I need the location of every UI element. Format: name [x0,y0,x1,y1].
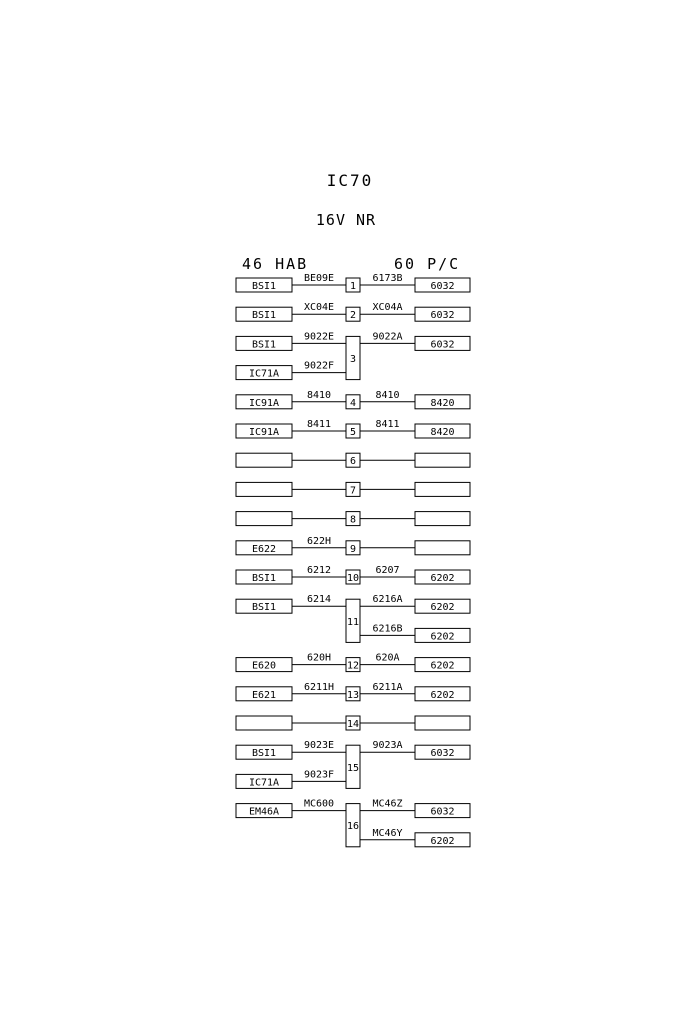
pin-number: 10 [346,573,360,584]
pin-number: 12 [346,660,360,672]
right-wire-label: XC04A [372,302,403,314]
right-terminal-label: 6202 [430,631,455,643]
pin-number: 13 [346,689,360,701]
left-wire-label: BE09E [303,273,335,284]
left-wire-label: MC600 [303,798,335,810]
right-terminal-box [415,453,470,467]
pin-number: 11 [346,616,360,628]
left-terminal-box [236,716,292,730]
left-terminal-box [236,512,292,526]
left-terminal-label: IC91A [248,427,280,438]
right-terminal-label: 6202 [430,835,455,847]
left-wire-label: 8410 [306,389,332,401]
connector-subtitle: 16V NR [315,211,377,229]
right-terminal-label: 6032 [430,281,455,292]
right-terminal-label: 8420 [430,427,455,438]
left-terminal-label: BSI1 [251,573,277,584]
left-wire-label: 622H [306,535,332,547]
left-terminal-label: BSI1 [251,748,277,760]
left-wire-label: XC04E [303,302,335,314]
left-terminal-label: IC71A [248,368,280,380]
connector-title: IC70 [326,171,374,190]
pin-number: 3 [349,354,357,365]
right-wire-label: 9023A [372,740,403,752]
left-wire-label: 9022F [303,360,335,372]
right-terminal-label: 6032 [430,748,455,760]
left-wire-label: 6212 [306,565,332,576]
right-wire-label: 6211A [372,681,403,693]
left-terminal-box [236,482,292,496]
right-wire-label: 6173B [372,273,403,284]
left-wire-label: 8411 [306,419,332,430]
right-wire-label: 8411 [375,419,400,430]
right-terminal-label: 6032 [430,806,455,818]
left-terminal-label: BSI1 [251,339,277,351]
right-wire-label: 6216A [372,594,403,606]
left-terminal-box [236,453,292,467]
right-terminal-label: 6032 [430,310,455,322]
pin-number: 5 [349,427,357,438]
right-wire-label: 6216B [372,623,403,635]
right-terminal-box [415,512,470,526]
right-terminal-box [415,541,470,555]
right-terminal-label: 6202 [430,689,455,701]
pin-number: 7 [349,485,357,497]
right-wire-label: 6207 [375,565,400,576]
left-terminal-label: BSI1 [251,281,277,292]
left-terminal-label: IC91A [248,397,280,409]
pin-number: 4 [349,397,357,409]
right-wire-label: 620A [375,652,400,664]
right-terminal-box [415,716,470,730]
left-terminal-label: EM46A [248,806,280,818]
left-terminal-label: E621 [251,689,277,701]
pin-number: 1 [349,281,357,292]
pin-rows [236,273,470,847]
left-wire-label: 9022E [303,331,335,343]
pin-number: 14 [346,719,360,730]
pin-number: 6 [349,456,357,468]
pin-number: 2 [349,310,357,322]
left-terminal-label: E620 [251,660,277,672]
left-wire-label: 620H [306,652,332,664]
left-terminal-label: IC71A [248,777,280,789]
right-terminal-label: 6202 [430,602,455,614]
right-terminal-box [415,482,470,496]
right-terminal-label: 8420 [430,397,455,409]
right-terminal-label: 6202 [430,660,455,672]
left-terminal-label: BSI1 [251,310,277,322]
pin-number: 16 [346,821,360,833]
right-wire-label: 8410 [375,389,400,401]
right-terminal-label: 6202 [430,573,455,584]
right-header: 60 P/C [394,255,461,273]
pin-number: 15 [346,762,360,774]
left-wire-label: 6214 [306,594,332,606]
left-wire-label: 9023E [303,740,335,752]
right-terminal-label: 6032 [430,339,455,351]
right-wire-label: MC46Y [372,827,403,839]
left-terminal-label: E622 [251,543,277,555]
left-header: 46 HAB [242,255,309,273]
pin-number: 8 [349,514,357,526]
left-wire-label: 6211H [303,681,335,693]
right-wire-label: 9022A [372,331,403,343]
right-wire-label: MC46Z [372,798,403,810]
left-wire-label: 9023F [303,769,335,781]
left-terminal-label: BSI1 [251,602,277,614]
pin-number: 9 [349,543,357,555]
